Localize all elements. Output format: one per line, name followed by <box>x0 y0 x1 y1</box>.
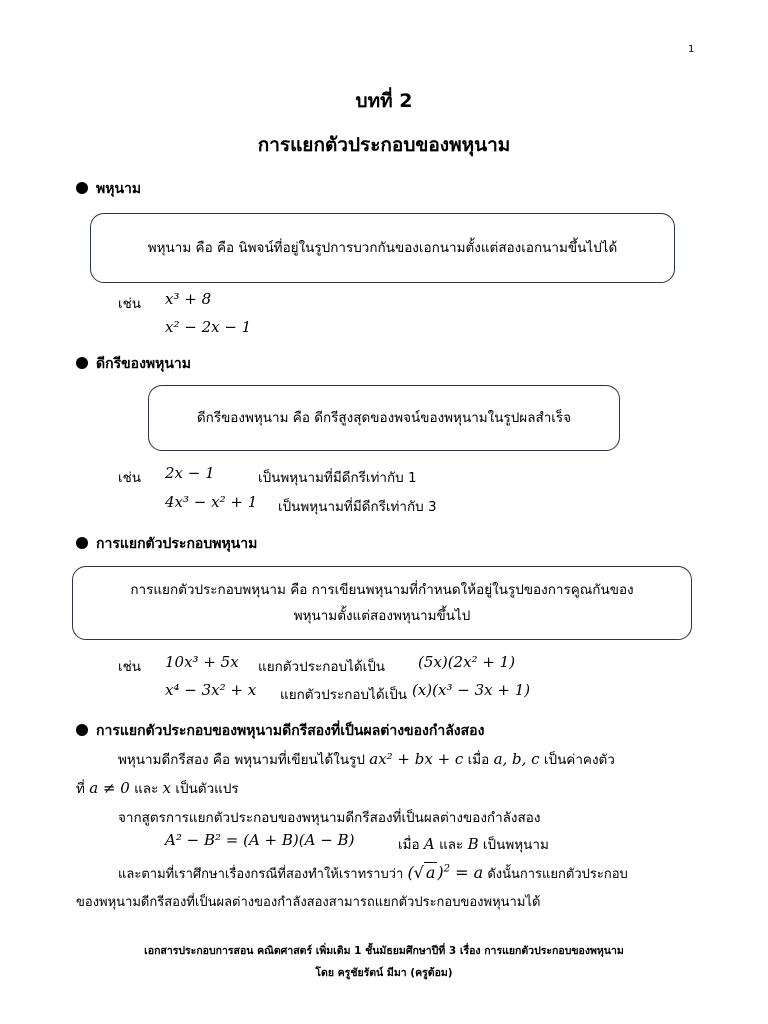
example-result: (x)(x³ − 3x + 1) <box>412 681 531 699</box>
chapter-heading: บทที่ 2 <box>355 90 413 112</box>
definition-box-polynomial <box>90 213 675 283</box>
difference-of-squares-formula: A² − B² = (A + B)(A − B) <box>165 831 355 849</box>
section-heading-polynomial: พหุนาม <box>76 178 141 200</box>
example-label: เช่น <box>118 296 142 312</box>
example-label: เช่น <box>118 470 142 486</box>
footer-document-info: เอกสารประกอบการสอน คณิตศาสตร์ เพิ่มเติม 1 ชั้นมัธยมศึกษาปีที่ 3 เรื่อง การแยกตัวประกอบของพหุนาม <box>144 945 624 957</box>
example-label: เช่น <box>118 659 142 675</box>
section-heading-difference-of-squares: การแยกตัวประกอบของพหุนามดีกรีสองที่เป็นผลต่างของกำลังสอง <box>76 720 484 742</box>
example-expression: x⁴ − 3x² + x <box>165 681 257 699</box>
bullet-icon <box>76 357 88 369</box>
definition-text: การแยกตัวประกอบพหุนาม คือ การเขียนพหุนามที่กำหนดให้อยู่ในรูปของการคูณกันของ <box>130 582 634 598</box>
bullet-icon <box>76 182 88 194</box>
example-expression: x² − 2x − 1 <box>165 318 252 336</box>
example-expression: 10x³ + 5x <box>165 653 239 671</box>
bullet-icon <box>76 537 88 549</box>
page-title: การแยกตัวประกอบของพหุนาม <box>257 134 511 156</box>
example-description: เป็นพหุนามที่มีดีกรีเท่ากับ 3 <box>278 499 437 515</box>
example-expression: 2x − 1 <box>165 464 215 482</box>
example-expression: 4x³ − x² + 1 <box>165 493 258 511</box>
definition-text: ดีกรีของพหุนาม คือ ดีกรีสูงสุดของพจน์ของพหุนามในรูปผลสำเร็จ <box>196 410 572 426</box>
definition-text: พหุนาม คือ คือ นิพจน์ที่อยู่ในรูปการบวกกันของเอกนามตั้งแต่สองเอกนามขึ้นไปได้ <box>147 240 618 256</box>
definition-text: พหุนามตั้งแต่สองพหุนามขึ้นไป <box>293 608 471 624</box>
section-heading-factoring: การแยกตัวประกอบพหุนาม <box>76 533 257 555</box>
definition-box-factoring <box>72 566 692 640</box>
formula-note: เมื่อ A และ B เป็นพหุนาม <box>398 835 549 853</box>
bullet-icon <box>76 724 88 736</box>
example-result: (5x)(2x² + 1) <box>418 653 516 671</box>
paragraph-square-root-fact: และตามที่เราศึกษาเรื่องกรณีที่สองทำให้เราทราบว่า (√ a )$^2$ = a ดังนั้นการแยกตัวประกอบ <box>118 863 628 882</box>
footer-author: โดย ครูชัยรัตน์ มีมา (ครูต้อม) <box>315 967 453 979</box>
example-description: เป็นพหุนามที่มีดีกรีเท่ากับ 1 <box>258 470 417 486</box>
paragraph-quadratic-definition: พหุนามดีกรีสอง คือ พหุนามที่เขียนได้ในรูป ax² + bx + c เมื่อ a, b, c เป็นค่าคงตัว <box>118 750 615 768</box>
definition-box-degree <box>148 385 620 451</box>
page-number: 1 <box>688 44 695 55</box>
section-heading-degree: ดีกรีของพหุนาม <box>76 353 191 375</box>
paragraph-formula-intro: จากสูตรการแยกตัวประกอบของพหุนามดีกรีสองที่เป็นผลต่างของกำลังสอง <box>118 810 541 826</box>
paragraph-conclusion: ของพหุนามดีกรีสองที่เป็นผลต่างของกำลังสองสามารถแยกตัวประกอบของพหุนามได้ <box>76 895 541 910</box>
example-description: แยกตัวประกอบได้เป็น <box>258 659 386 675</box>
paragraph-quadratic-conditions: ที่ a ≠ 0 และ x เป็นตัวแปร <box>76 779 239 797</box>
example-description: แยกตัวประกอบได้เป็น <box>280 687 408 703</box>
example-expression: x³ + 8 <box>165 290 212 308</box>
